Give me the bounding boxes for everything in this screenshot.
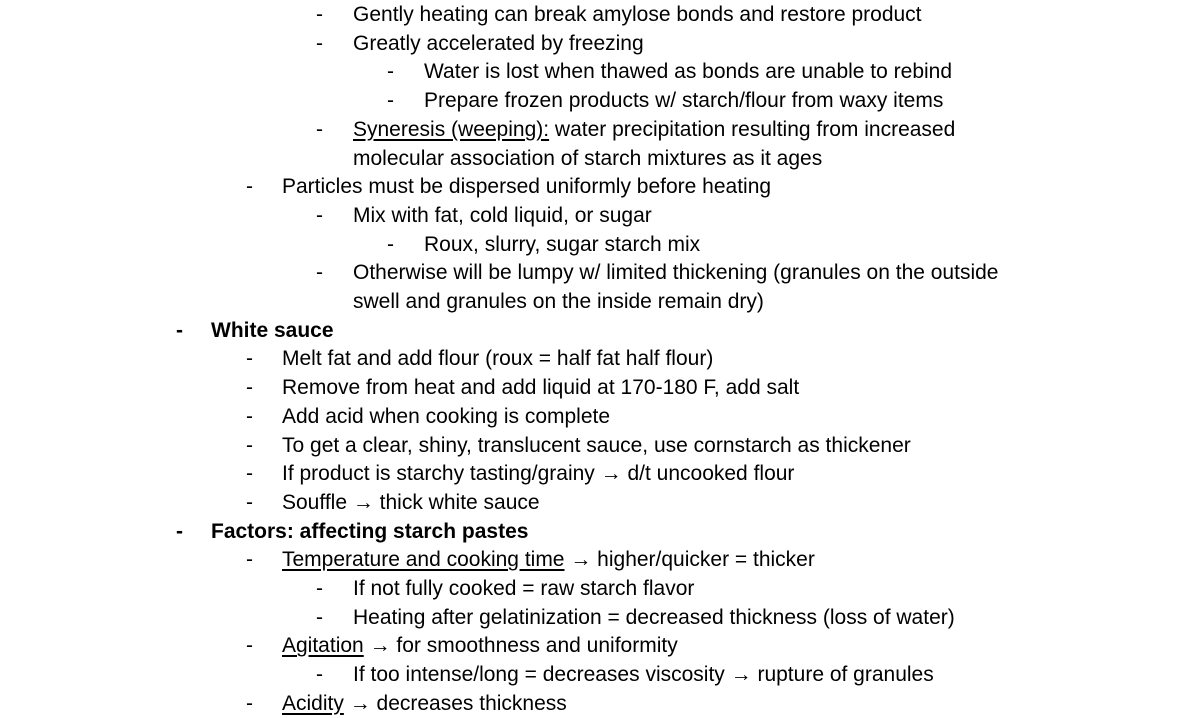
bullet-dash: -	[246, 404, 253, 428]
outline-line	[0, 545, 1200, 574]
bullet-dash: -	[316, 577, 323, 600]
outline-text: molecular association of starch mixtures as it ages	[353, 146, 823, 170]
bullet-dash: -	[246, 691, 253, 715]
bullet-dash: -	[387, 89, 394, 113]
outline-line	[0, 660, 1200, 689]
outline-text: Souffle → thick white sauce	[282, 490, 540, 514]
outline-text: Particles must be dispersed uniformly before heating	[282, 175, 772, 199]
bullet-dash: -	[316, 31, 323, 55]
bullet-dash: -	[246, 175, 253, 199]
bullet-dash: -	[246, 433, 253, 457]
outline-text-rest: → for smoothness and uniformity	[363, 634, 678, 658]
outline-text: Otherwise will be lumpy w/ limited thickening (granules on the outside	[353, 261, 999, 285]
outline-line	[0, 459, 1200, 488]
bullet-dash: -	[316, 663, 323, 687]
outline-line	[0, 29, 1200, 58]
section-heading: Factors: affecting starch pastes	[211, 519, 529, 543]
bullet-dash: -	[316, 261, 323, 285]
outline-line	[0, 201, 1200, 230]
outline-text	[282, 545, 815, 574]
bullet-dash: -	[316, 3, 323, 26]
underlined-term: Acidity	[282, 691, 344, 715]
bullet-dash: -	[246, 548, 253, 572]
bullet-dash: -	[387, 232, 394, 256]
outline-line	[0, 316, 1200, 345]
outline-text: Water is lost when thawed as bonds are unable to rebind	[424, 60, 953, 84]
bullet-dash: -	[316, 203, 323, 227]
outline-text: If too intense/long = decreases viscosity → rupture of granules	[353, 663, 934, 687]
underlined-term: Syneresis (weeping):	[353, 117, 550, 141]
outline-text: Prepare frozen products w/ starch/flour from waxy items	[424, 89, 944, 113]
outline-line	[0, 574, 1200, 603]
outline-line	[0, 172, 1200, 201]
outline-line	[0, 0, 1200, 29]
outline-line	[0, 287, 1200, 316]
outline-text: Gently heating can break amylose bonds and restore product	[353, 3, 922, 26]
underlined-term: Temperature and cooking time	[282, 548, 565, 572]
outline-line	[0, 258, 1200, 287]
outline-text: If product is starchy tasting/grainy → d/t uncooked flour	[282, 462, 795, 486]
outline-line	[0, 631, 1200, 660]
outline-line	[0, 402, 1200, 431]
outline-text-rest: → decreases thickness	[343, 691, 567, 715]
bullet-dash: -	[246, 634, 253, 658]
outline-line	[0, 57, 1200, 86]
outline-line	[0, 431, 1200, 460]
outline-line	[0, 488, 1200, 517]
outline-text	[353, 115, 955, 144]
section-heading: White sauce	[211, 318, 334, 342]
outline-text: Heating after gelatinization = decreased thickness (loss of water)	[353, 605, 955, 629]
outline-text: Greatly accelerated by freezing	[353, 31, 644, 55]
outline-text: To get a clear, shiny, translucent sauce, use cornstarch as thickener	[282, 433, 911, 457]
outline-text: swell and granules on the inside remain dry)	[353, 290, 764, 313]
outline-line	[0, 373, 1200, 402]
outline-text-rest: water precipitation resulting from increased	[549, 117, 956, 141]
bullet-dash: -	[316, 605, 323, 629]
outline-text-rest: → higher/quicker = thicker	[564, 548, 815, 572]
outline-line	[0, 144, 1200, 173]
outline-text: Add acid when cooking is complete	[282, 404, 611, 428]
outline-text: Roux, slurry, sugar starch mix	[424, 232, 701, 256]
bullet-dash: -	[246, 490, 253, 514]
bullet-dash: -	[176, 519, 183, 543]
outline-text: Mix with fat, cold liquid, or sugar	[353, 203, 652, 227]
underlined-term: Agitation	[282, 634, 364, 658]
outline-line	[0, 115, 1200, 144]
outline-text	[282, 631, 678, 660]
bullet-dash: -	[246, 376, 253, 400]
bullet-dash: -	[246, 347, 253, 371]
bullet-dash: -	[387, 60, 394, 84]
bullet-dash: -	[246, 462, 253, 486]
outline-text	[282, 689, 567, 718]
outline-text: Remove from heat and add liquid at 170-180 F, add salt	[282, 376, 800, 400]
outline-line	[0, 603, 1200, 632]
outline-line	[0, 689, 1200, 718]
outline-text: If not fully cooked = raw starch flavor	[353, 577, 695, 600]
outline-line	[0, 230, 1200, 259]
outline-line	[0, 86, 1200, 115]
outline-line	[0, 517, 1200, 546]
outline-line	[0, 344, 1200, 373]
bullet-dash: -	[176, 318, 183, 342]
outline-text: Melt fat and add flour (roux = half fat half flour)	[282, 347, 714, 371]
bullet-dash: -	[316, 117, 323, 141]
